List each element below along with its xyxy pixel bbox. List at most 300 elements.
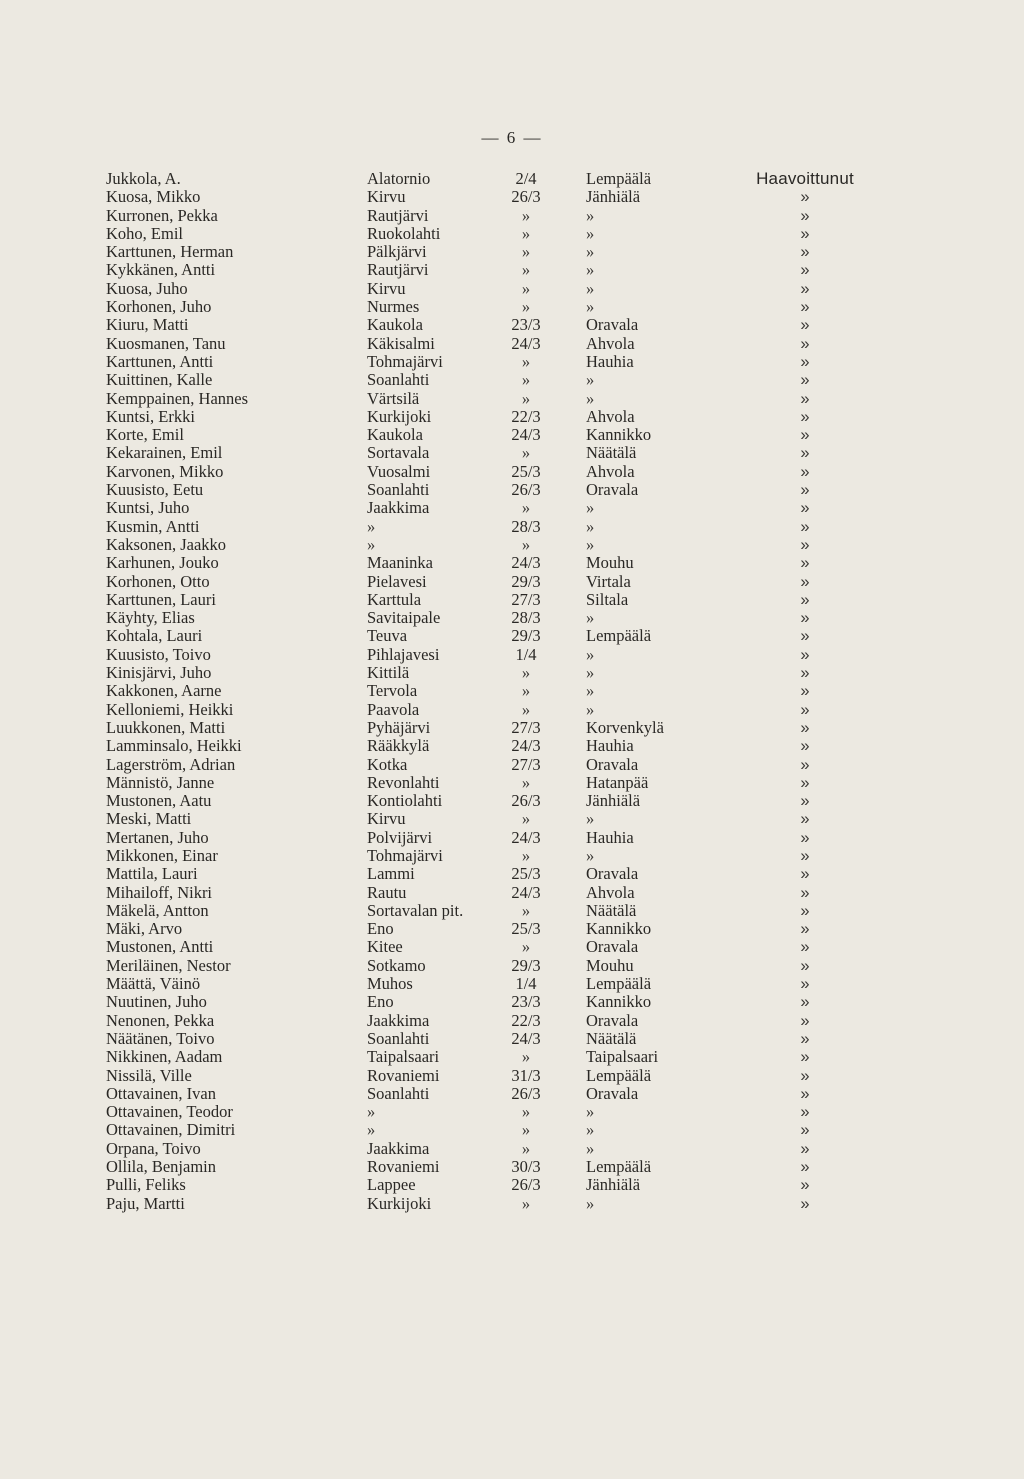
person-name-cell: Mihailoff, Nikri [106,882,213,902]
hospital-cell: » [586,608,595,628]
table-row [106,719,866,737]
date-cell: 24/3 [511,553,541,573]
table-row [106,609,866,627]
home-municipality-cell: Tervola [367,681,418,701]
date-cell: » [521,278,531,298]
date-cell: 24/3 [511,736,541,756]
person-name-cell: Nissilä, Ville [106,1065,192,1085]
date-cell: » [521,498,531,518]
hospital-cell: Jänhiälä [586,1175,641,1195]
table-row [106,756,866,774]
table-row [106,170,866,188]
person-name-cell: Näätänen, Toivo [106,1028,215,1048]
hospital-cell: Hatanpää [586,772,649,792]
table-row [106,335,866,353]
date-cell: » [521,242,531,262]
person-name-cell: Pulli, Feliks [106,1175,186,1195]
person-name-cell: Kykkänen, Antti [106,260,216,280]
table-row [106,1195,866,1213]
person-name-cell: Kakkonen, Aarne [106,681,222,701]
table-row [106,810,866,828]
home-municipality-cell: Revonlahti [367,772,440,792]
status-cell: » [800,1121,810,1140]
hospital-cell: Ahvola [586,333,635,353]
status-cell: » [800,865,810,884]
hospital-cell: Hauhia [586,827,634,847]
person-name-cell: Kinisjärvi, Juho [106,663,212,683]
home-municipality-cell: Ruokolahti [367,223,441,243]
date-cell: 29/3 [511,571,541,591]
status-cell: » [800,407,810,426]
status-cell: » [800,499,810,518]
date-cell: 26/3 [511,480,541,500]
home-municipality-cell: Rautu [367,882,407,902]
status-cell: » [800,243,810,262]
hospital-cell: » [586,809,595,829]
hospital-cell: Jänhiälä [586,791,641,811]
hospital-cell: Virtala [586,571,631,591]
date-cell: 26/3 [511,187,541,207]
status-cell: » [800,1084,810,1103]
person-name-cell: Luukkonen, Matti [106,717,226,737]
date-cell: 23/3 [511,315,541,335]
status-cell: » [800,901,810,920]
date-cell: » [521,1047,531,1067]
date-cell: » [521,260,531,280]
table-row [106,261,866,279]
home-municipality-cell: Pälkjärvi [367,242,427,262]
person-name-cell: Karttunen, Antti [106,351,214,371]
hospital-cell: » [586,534,595,554]
hospital-cell: Oravala [586,1083,639,1103]
hospital-cell: » [586,663,595,683]
date-cell: » [521,1138,531,1158]
page-number: — 6 — [481,128,543,147]
home-municipality-cell: Muhos [367,974,413,994]
table-row [106,792,866,810]
home-municipality-cell: Rautjärvi [367,260,429,280]
status-cell: » [800,1011,810,1030]
person-name-cell: Korhonen, Juho [106,297,212,317]
hospital-cell: Mouhu [586,553,634,573]
table-row [106,390,866,408]
date-cell: » [521,663,531,683]
date-cell: 26/3 [511,1083,541,1103]
home-municipality-cell: Eno [367,919,394,939]
status-cell: » [800,920,810,939]
person-name-cell: Ottavainen, Dimitri [106,1120,236,1140]
date-cell: » [521,205,531,225]
date-cell: » [521,223,531,243]
table-row [106,1158,866,1176]
hospital-cell: Taipalsaari [586,1047,659,1067]
home-municipality-cell: Lammi [367,864,415,884]
hospital-cell: » [586,260,595,280]
status-cell: » [800,352,810,371]
hospital-cell: » [586,498,595,518]
status-cell: » [800,1176,810,1195]
person-name-cell: Kusmin, Antti [106,516,200,536]
hospital-cell: » [586,699,595,719]
date-cell: » [521,1102,531,1122]
person-name-cell: Lagerström, Adrian [106,754,236,774]
date-cell: 25/3 [511,919,541,939]
date-cell: 23/3 [511,992,541,1012]
table-row [106,573,866,591]
table-row [106,243,866,261]
home-municipality-cell: Pielavesi [367,571,427,591]
table-row [106,426,866,444]
home-municipality-cell: Rautjärvi [367,205,429,225]
home-municipality-cell: Sotkamo [367,955,426,975]
status-cell: » [800,1139,810,1158]
person-name-cell: Nikkinen, Aadam [106,1047,223,1067]
status-cell: » [800,883,810,902]
status-cell: » [800,975,810,994]
date-cell: » [521,699,531,719]
hospital-cell: » [586,1138,595,1158]
home-municipality-cell: Sortavalan pit. [367,900,464,920]
status-cell: » [800,956,810,975]
status-cell: » [800,206,810,225]
person-name-cell: Kiuru, Matti [106,315,189,335]
hospital-cell: Lempäälä [586,1157,652,1177]
status-cell: » [800,718,810,737]
home-municipality-cell: Pyhäjärvi [367,717,431,737]
home-municipality-cell: Soanlahti [367,1028,430,1048]
date-cell: » [521,681,531,701]
person-name-cell: Kekarainen, Emil [106,443,223,463]
status-cell: » [800,535,810,554]
person-name-cell: Nuutinen, Juho [106,992,207,1012]
date-cell: 2/4 [515,169,537,188]
status-cell: » [800,334,810,353]
hospital-cell: Jänhiälä [586,187,641,207]
home-municipality-cell: Polvijärvi [367,827,433,847]
home-municipality-cell: Käkisalmi [367,333,435,353]
home-municipality-cell: Tohmajärvi [367,845,443,865]
home-municipality-cell: Kaukola [367,425,423,445]
table-row [106,408,866,426]
date-cell: » [521,772,531,792]
status-cell: » [800,645,810,664]
table-row [106,554,866,572]
status-cell: » [800,700,810,719]
date-cell: » [521,845,531,865]
table-row [106,774,866,792]
home-municipality-cell: Teuva [367,626,408,646]
person-name-cell: Kuntsi, Juho [106,498,190,518]
status-cell: » [800,444,810,463]
table-row [106,463,866,481]
date-cell: 22/3 [511,1010,541,1030]
table-row [106,518,866,536]
table-row [106,993,866,1011]
table-row [106,1030,866,1048]
person-name-cell: Männistö, Janne [106,772,215,792]
person-name-cell: Ollila, Benjamin [106,1157,216,1177]
date-cell: 1/4 [515,644,537,664]
date-cell: » [521,370,531,390]
status-cell: » [800,316,810,335]
home-municipality-cell: Kittilä [367,663,410,683]
hospital-cell: Lempäälä [586,169,652,188]
date-cell: 24/3 [511,1028,541,1048]
table-row [106,902,866,920]
status-cell: » [800,590,810,609]
home-municipality-cell: Lappee [367,1175,416,1195]
date-cell: » [521,937,531,957]
status-cell: » [800,298,810,317]
hospital-cell: Oravala [586,937,639,957]
table-row [106,865,866,883]
date-cell: » [521,297,531,317]
table-row [106,591,866,609]
person-name-cell: Orpana, Toivo [106,1138,201,1158]
status-cell: » [800,846,810,865]
person-name-cell: Lamminsalo, Heikki [106,736,242,756]
hospital-cell: Hauhia [586,351,634,371]
date-cell: 26/3 [511,1175,541,1195]
person-name-cell: Mäkelä, Antton [106,900,209,920]
person-name-cell: Meriläinen, Nestor [106,955,231,975]
hospital-cell: » [586,1120,595,1140]
person-name-cell: Mattila, Lauri [106,864,198,884]
home-municipality-cell: Jaakkima [367,498,430,518]
status-cell: » [800,188,810,207]
table-row [106,701,866,719]
hospital-cell: » [586,223,595,243]
home-municipality-cell: Jaakkima [367,1138,430,1158]
table-row [106,298,866,316]
status-cell: » [800,554,810,573]
date-cell: » [521,809,531,829]
person-name-cell: Korhonen, Otto [106,571,210,591]
table-row [106,1176,866,1194]
date-cell: 30/3 [511,1157,541,1177]
table-row [106,316,866,334]
hospital-cell: » [586,278,595,298]
hospital-cell: » [586,1193,595,1213]
hospital-cell: » [586,1102,595,1122]
person-name-cell: Karttunen, Herman [106,242,234,262]
home-municipality-cell: Soanlahti [367,1083,430,1103]
person-name-cell: Mertanen, Juho [106,827,209,847]
person-name-cell: Kemppainen, Hannes [106,388,249,408]
table-row [106,188,866,206]
table-row [106,1140,866,1158]
person-name-cell: Koho, Emil [106,223,183,243]
date-cell: 24/3 [511,425,541,445]
date-cell: » [521,1120,531,1140]
hospital-cell: Oravala [586,1010,639,1030]
status-cell: » [800,810,810,829]
table-row [106,225,866,243]
person-name-cell: Käyhty, Elias [106,608,195,628]
date-cell: » [521,534,531,554]
person-name-cell: Kuittinen, Kalle [106,370,213,390]
home-municipality-cell: Vuosalmi [367,461,431,481]
hospital-cell: Oravala [586,480,639,500]
person-name-cell: Mäki, Arvo [106,919,183,939]
hospital-cell: Oravala [586,315,639,335]
table-row [106,1085,866,1103]
date-cell: 29/3 [511,955,541,975]
home-municipality-cell: Kaukola [367,315,423,335]
date-cell: 25/3 [511,461,541,481]
person-name-cell: Jukkola, A. [106,169,181,188]
status-cell: Haavoittunut [756,169,854,188]
home-municipality-cell: Kirvu [367,278,406,298]
date-cell: 22/3 [511,406,541,426]
hospital-cell: » [586,681,595,701]
date-cell: 24/3 [511,882,541,902]
hospital-cell: Kannikko [586,992,652,1012]
table-row [106,847,866,865]
table-row [106,627,866,645]
home-municipality-cell: Alatornio [367,169,431,188]
home-municipality-cell: » [367,516,376,536]
status-cell: » [800,609,810,628]
status-cell: » [800,664,810,683]
home-municipality-cell: » [367,1120,376,1140]
table-row [106,353,866,371]
home-municipality-cell: Rovaniemi [367,1157,440,1177]
table-row [106,1121,866,1139]
hospital-cell: Hauhia [586,736,634,756]
date-cell: 27/3 [511,717,541,737]
hospital-cell: Siltala [586,589,629,609]
person-name-cell: Karvonen, Mikko [106,461,224,481]
home-municipality-cell: Pihlajavesi [367,644,440,664]
person-name-cell: Kurronen, Pekka [106,205,218,225]
date-cell: 28/3 [511,608,541,628]
table-row [106,957,866,975]
status-cell: » [800,682,810,701]
home-municipality-cell: Maaninka [367,553,433,573]
table-row [106,737,866,755]
status-cell: » [800,938,810,957]
table-row [106,682,866,700]
date-cell: 31/3 [511,1065,541,1085]
status-cell: » [800,1194,810,1213]
status-cell: » [800,792,810,811]
home-municipality-cell: Kurkijoki [367,406,432,426]
hospital-cell: Ahvola [586,406,635,426]
table-row [106,1067,866,1085]
table-row [106,938,866,956]
date-cell: 26/3 [511,791,541,811]
person-name-cell: Nenonen, Pekka [106,1010,215,1030]
date-cell: 1/4 [515,974,537,994]
table-row [106,1103,866,1121]
status-cell: » [800,993,810,1012]
date-cell: 25/3 [511,864,541,884]
hospital-cell: Ahvola [586,461,635,481]
table-row [106,975,866,993]
hospital-cell: » [586,242,595,262]
hospital-cell: Korvenkylä [586,717,664,737]
hospital-cell: » [586,297,595,317]
person-name-cell: Karttunen, Lauri [106,589,216,609]
date-cell: » [521,900,531,920]
home-municipality-cell: Soanlahti [367,480,430,500]
hospital-cell: Kannikko [586,919,652,939]
hospital-cell: Näätälä [586,900,637,920]
table-row [106,884,866,902]
hospital-cell: Näätälä [586,443,637,463]
hospital-cell: Lempäälä [586,974,652,994]
home-municipality-cell: » [367,534,376,554]
home-municipality-cell: Kirvu [367,809,406,829]
table-row [106,444,866,462]
date-cell: » [521,388,531,408]
home-municipality-cell: Taipalsaari [367,1047,440,1067]
home-municipality-cell: Karttula [367,589,422,609]
status-cell: » [800,1066,810,1085]
person-name-cell: Kaksonen, Jaakko [106,534,227,554]
hospital-cell: Mouhu [586,955,634,975]
home-municipality-cell: Nurmes [367,297,420,317]
status-cell: » [800,1048,810,1067]
person-name-cell: Mustonen, Antti [106,937,214,957]
person-name-cell: Kuusisto, Toivo [106,644,211,664]
date-cell: 24/3 [511,333,541,353]
person-name-cell: Korte, Emil [106,425,184,445]
hospital-cell: » [586,370,595,390]
hospital-cell: » [586,644,595,664]
person-name-cell: Paju, Martti [106,1193,185,1213]
home-municipality-cell: Eno [367,992,394,1012]
table-row [106,280,866,298]
home-municipality-cell: Sortavala [367,443,430,463]
hospital-cell: » [586,845,595,865]
status-cell: » [800,737,810,756]
status-cell: » [800,481,810,500]
home-municipality-cell: Tohmajärvi [367,351,443,371]
date-cell: 28/3 [511,516,541,536]
status-cell: » [800,572,810,591]
table-row [106,207,866,225]
table-row [106,646,866,664]
home-municipality-cell: Paavola [367,699,420,719]
status-cell: » [800,773,810,792]
status-cell: » [800,1103,810,1122]
hospital-cell: Näätälä [586,1028,637,1048]
person-name-cell: Kelloniemi, Heikki [106,699,234,719]
date-cell: 29/3 [511,626,541,646]
home-municipality-cell: Kurkijoki [367,1193,432,1213]
person-name-cell: Ottavainen, Teodor [106,1102,233,1122]
date-cell: » [521,443,531,463]
status-cell: » [800,755,810,774]
hospital-cell: » [586,205,595,225]
table-row [106,920,866,938]
hospital-cell: Lempäälä [586,1065,652,1085]
date-cell: » [521,351,531,371]
home-municipality-cell: Kitee [367,937,403,957]
table-row [106,499,866,517]
person-name-cell: Kuosa, Juho [106,278,188,298]
home-municipality-cell: Kotka [367,754,408,774]
hospital-cell: Oravala [586,754,639,774]
status-cell: » [800,828,810,847]
status-cell: » [800,627,810,646]
person-name-cell: Kuosa, Mikko [106,187,201,207]
table-row [106,664,866,682]
status-cell: » [800,261,810,280]
person-name-cell: Kohtala, Lauri [106,626,203,646]
